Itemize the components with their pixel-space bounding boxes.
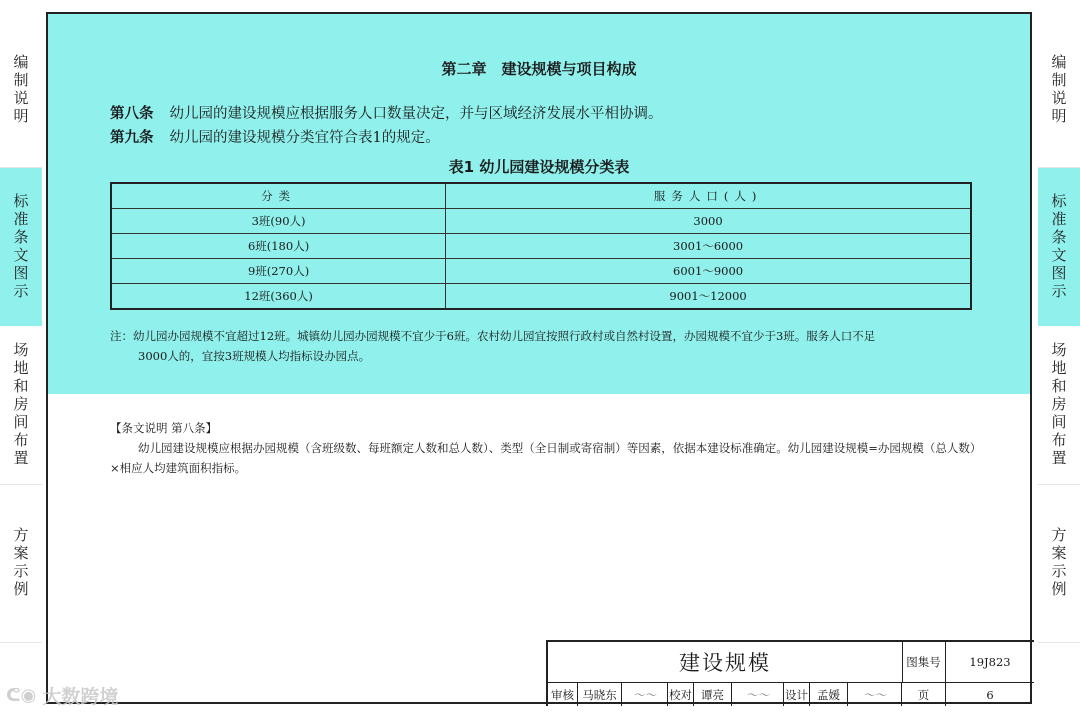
review-label: 审核 (548, 683, 578, 706)
article-explanation (110, 418, 976, 478)
drawing-frame (46, 12, 1032, 704)
article-8 (110, 102, 663, 123)
note-line-1: 注：幼儿园办园规模不宜超过12班。城镇幼儿园办园规模不宜少于6班。农村幼儿园宜按照行政村或自然村设置，办园规模不宜少于3班。服务人口不足 (110, 329, 876, 343)
side-tab-standard-right[interactable]: 标准条文图示 (1038, 168, 1080, 326)
table-row (111, 259, 971, 284)
side-tab-site[interactable]: 场地和房间布置 (0, 326, 42, 485)
table-title: 表1 幼儿园建设规模分类表 (448, 158, 630, 176)
cell-population: 6001～9000 (446, 259, 971, 284)
scale-classification-table (110, 182, 972, 310)
cell-population: 3001～6000 (446, 234, 971, 259)
article-number: 第九条 (110, 130, 154, 146)
article-9 (110, 126, 440, 147)
page-label: 页 (902, 683, 946, 706)
designer-name: 孟媛 (810, 683, 848, 706)
page-number: 6 (986, 687, 994, 702)
chapter-title: 第二章 建设规模与项目构成 (441, 60, 637, 78)
reviewer-signature: ～～ (622, 683, 668, 706)
design-label: 设计 (784, 683, 810, 706)
article-text: 幼儿园的建设规模分类宜符合表1的规定。 (169, 130, 440, 146)
table-row (111, 209, 971, 234)
cell-class: 6班(180人) (111, 234, 446, 259)
cell-class: 9班(270人) (111, 259, 446, 284)
side-tab-standard[interactable]: 标准条文图示 (0, 168, 42, 326)
checker-name: 谭亮 (694, 683, 732, 706)
designer-signature: ～～ (848, 683, 902, 706)
drawing-title: 建设规模 (548, 642, 903, 682)
table-row (111, 234, 971, 259)
side-tab-scheme-right[interactable]: 方案示例 (1038, 484, 1080, 643)
watermark-text: 大数跨境 (42, 686, 119, 708)
side-tab-site-right[interactable]: 场地和房间布置 (1038, 326, 1080, 485)
reviewer-name: 马晓东 (578, 683, 622, 706)
cell-population: 3000 (446, 209, 971, 234)
cell-class: 3班(90人) (111, 209, 446, 234)
article-number: 第八条 (110, 106, 154, 122)
table-row (111, 284, 971, 310)
watermark (6, 682, 118, 709)
title-block (546, 640, 1034, 706)
table-note (110, 326, 976, 366)
checker-signature: ～～ (732, 683, 784, 706)
atlas-number: 19J823 (969, 655, 1011, 669)
side-tab-scheme[interactable]: 方案示例 (0, 484, 42, 643)
check-label: 校对 (668, 683, 694, 706)
watermark-logo-icon: ᕦ◉ (6, 685, 37, 706)
title-block-row-1 (548, 642, 1034, 683)
side-tab-compile[interactable]: 编制说明 (0, 12, 42, 168)
explanation-heading: 【条文说明 第八条】 (110, 421, 218, 435)
cell-class: 12班(360人) (111, 284, 446, 310)
header-classification: 分类 (111, 183, 446, 209)
article-text: 幼儿园的建设规模应根据服务人口数量决定，并与区域经济发展水平相协调。 (169, 106, 663, 122)
note-line-2: 3000人的，宜按3班规模人均指标设办园点。 (138, 349, 371, 363)
table-header-row (111, 183, 971, 209)
header-service-population: 服务人口(人) (446, 183, 971, 209)
cell-population: 9001～12000 (446, 284, 971, 310)
atlas-label: 图集号 (902, 642, 946, 682)
side-tab-compile-right[interactable]: 编制说明 (1038, 12, 1080, 168)
explanation-body: 幼儿园建设规模应根据办园规模（含班级数、每班额定人数和总人数）、类型（全日制或寄宿制）等因素，依据本建设标准确定。幼儿园建设规模=办园规模（总人数）×相应人均建筑面积指标。 (110, 441, 976, 475)
